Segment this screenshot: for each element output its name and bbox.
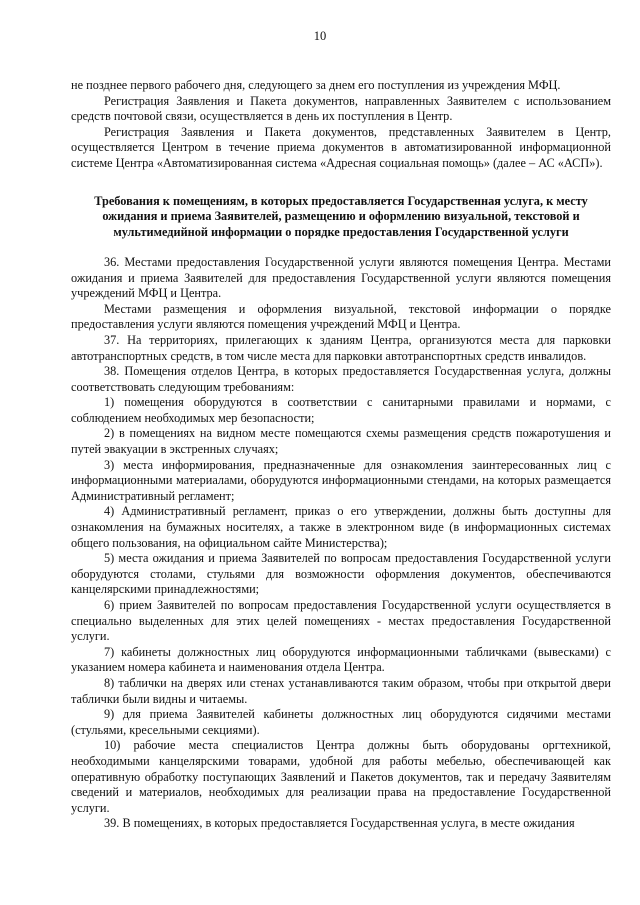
paragraph: Местами размещения и оформления визуальной, текстовой информации о порядке предоставления услуги являются помещения учреждений МФЦ и Центра. <box>71 301 611 332</box>
document-body <box>71 78 611 832</box>
paragraph: Регистрация Заявления и Пакета документов, представленных Заявителем в Центр, осуществляется Центром в течение приема документов в автоматизированной информационной системе Центра «Автоматизированная система «Адресная социальная помощь» (далее – АС «АСП»). <box>71 124 611 170</box>
list-item: 7) кабинеты должностных лиц оборудуются информационными табличками (вывесками) с указанием номера кабинета и наименования отдела Центра. <box>71 644 611 675</box>
list-item: 9) для приема Заявителей кабинеты должностных лиц оборудуются сидячими местами (стульями, кресельными секциями). <box>71 707 611 737</box>
list-item: 2) в помещениях на видном месте помещаются схемы размещения средств пожаротушения и путей эвакуации в экстренных случаях; <box>71 426 611 457</box>
paragraph: 36. Местами предоставления Государственной услуги являются помещения Центра. Местами ожидания и приема Заявителей для предоставления Государственной услуги являются помещения учреждений МФЦ и Центра. <box>71 254 611 301</box>
list-item: 3) места информирования, предназначенные для ознакомления заинтересованных лиц с информационными материалами, оборудуются информационными стендами, на которых размещается Административный регламент; <box>71 457 611 503</box>
list-item: 6) прием Заявителей по вопросам предоставления Государственной услуги осуществляется в специально выделенных для этих целей помещениях - местах предоставления Государственной услуги. <box>71 598 611 644</box>
list-item: 1) помещения оборудуются в соответствии с санитарными правилами и нормами, с соблюдением необходимых мер безопасности; <box>71 395 611 425</box>
list-item: 5) места ожидания и приема Заявителей по вопросам предоставления Государственной услуги оборудуются столами, стульями для возможности оформления документов, обеспечиваются канцелярскими принадлежностями; <box>71 551 611 597</box>
list-item: 8) таблички на дверях или стенах устанавливаются таким образом, чтобы при открытой двери таблички были видны и читаемы. <box>71 675 611 706</box>
section-heading: Требования к помещениям, в которых предоставляется Государственная услуга, к месту ожидания и приема Заявителей, размещению и оформлению визуальной, текстовой и мультимедийной информации о порядке предоставления Государственной услуги <box>94 193 588 240</box>
paragraph: не позднее первого рабочего дня, следующего за днем его поступления из учреждения МФЦ. <box>71 78 561 92</box>
paragraph: Регистрация Заявления и Пакета документов, направленных Заявителем с использованием средств почтовой связи, осуществляется в день их поступления в Центр. <box>71 93 611 124</box>
paragraph: 39. В помещениях, в которых предоставляется Государственная услуга, в месте ожидания <box>104 816 575 831</box>
paragraph: 37. На территориях, прилегающих к зданиям Центра, организуются места для парковки автотранспортных средств, в том числе места для парковки автотранспортных средств инвалидов. <box>71 332 611 363</box>
list-item: 10) рабочие места специалистов Центра должны быть оборудованы оргтехникой, необходимыми канцелярскими товарами, удобной для работы мебелью, обеспечивающей как оперативную обработку поступающих Заявлений и Пакетов документов, так и передачу Заявителям сведений и материалов, необходимых для реализации права на предоставление Государственной услуги. <box>71 738 611 815</box>
paragraph: 38. Помещения отделов Центра, в которых предоставляется Государственная услуга, должны соответствовать следующим требованиям: <box>71 364 611 394</box>
list-item: 4) Административный регламент, приказ о его утверждении, должны быть доступны для ознакомления на бумажных носителях, а также в электронном виде (в информационных системах общего пользования, на официальном сайте Министерства); <box>71 504 611 550</box>
page-number: 10 <box>313 29 327 43</box>
